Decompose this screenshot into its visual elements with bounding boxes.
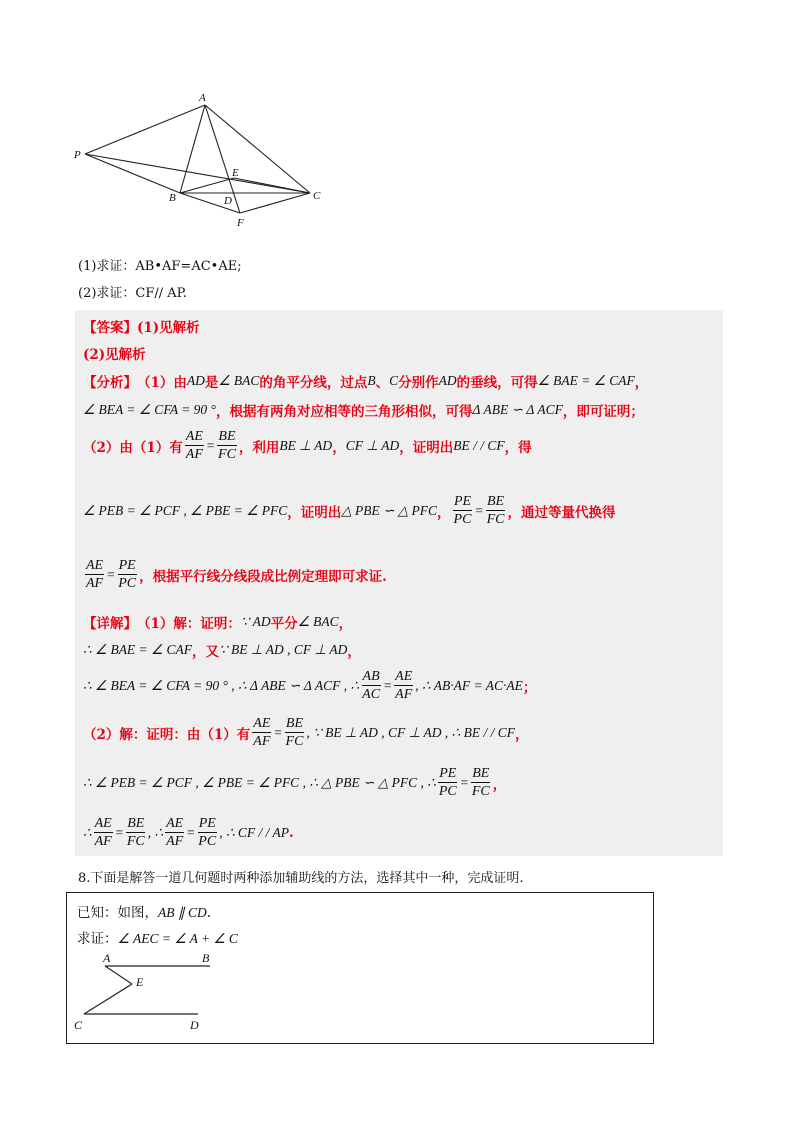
math: ∠ BEA = ∠ CFA = 90 ° bbox=[83, 402, 216, 417]
analysis-line-3 bbox=[83, 428, 532, 463]
math: = bbox=[205, 437, 216, 453]
text: 已知：如图， bbox=[77, 905, 158, 921]
label-P: P bbox=[74, 149, 81, 161]
fraction: $\frac{BE}{FC}$ bbox=[285, 716, 304, 749]
label-D: D bbox=[224, 195, 232, 207]
math: ∠ AEC = ∠ A + ∠ C bbox=[117, 931, 238, 946]
math: AB ∥ CD bbox=[158, 905, 207, 920]
fraction: $\frac{PE}{PC}$ bbox=[198, 816, 217, 849]
math: = bbox=[474, 502, 484, 518]
text: ，通过等量代换得 bbox=[507, 504, 616, 521]
text: （2）解：证明：由（1）有 bbox=[83, 726, 251, 743]
math: CF ⊥ AD bbox=[345, 437, 400, 453]
text: ，证明出 bbox=[287, 504, 342, 521]
label-A: A bbox=[103, 951, 111, 965]
label-D: D bbox=[190, 1018, 199, 1032]
math: = bbox=[459, 774, 469, 790]
text: 的角平分线，过点 bbox=[259, 375, 368, 391]
math: ∵ BE ⊥ AD , CF ⊥ AD bbox=[219, 642, 348, 657]
text: . bbox=[206, 905, 212, 921]
math: ∴ ∠ BAE = ∠ CAF bbox=[83, 642, 193, 657]
text: . bbox=[289, 824, 294, 841]
math: ∵ AD bbox=[240, 614, 271, 629]
label-A: A bbox=[199, 92, 206, 104]
analysis-line-2 bbox=[83, 400, 644, 420]
detail-line-3 bbox=[83, 668, 536, 703]
text: ， bbox=[332, 439, 346, 456]
geometry-figure-1 bbox=[70, 88, 340, 233]
text: ，根据有两角对应相等的三角形相似，可得 bbox=[215, 404, 473, 420]
text: ， bbox=[492, 776, 507, 793]
label-C: C bbox=[313, 190, 321, 202]
math: , ∵ BE ⊥ AD , CF ⊥ AD , ∴ BE / / CF bbox=[306, 724, 515, 740]
text: ，利用 bbox=[238, 439, 280, 456]
answer-2: (2)见解析 bbox=[83, 347, 146, 363]
math: BE ⊥ AD bbox=[279, 437, 333, 453]
math: ∴ ∠ BEA = ∠ CFA = 90 ° , ∴ Δ ABE ∽ Δ ACF , ∴ bbox=[83, 677, 360, 693]
math: = bbox=[106, 566, 116, 582]
text: （1）由 bbox=[137, 375, 187, 391]
detail-line-6 bbox=[83, 815, 294, 850]
fraction: $\frac{AE}{AF}$ bbox=[395, 669, 413, 702]
math: = bbox=[273, 724, 283, 740]
text: 的垂线，可得 bbox=[456, 375, 538, 391]
text: （1）解：证明： bbox=[137, 616, 241, 632]
fraction: $\frac{PE}{PC}$ bbox=[453, 494, 472, 527]
text: ，根据平行线分线段成比例定理即可求证. bbox=[139, 568, 387, 585]
analysis-label: 【分析】 bbox=[83, 375, 137, 391]
math: = bbox=[114, 824, 124, 840]
math: ∴ ∠ PEB = ∠ PCF , ∠ PBE = ∠ PFC , ∴ △ PBE ∽ △ PFC , ∴ bbox=[83, 774, 436, 790]
text: ， bbox=[437, 504, 451, 521]
detail-line-2 bbox=[83, 640, 361, 660]
math: AD bbox=[186, 373, 205, 388]
label-B: B bbox=[169, 192, 176, 204]
text: ； bbox=[522, 679, 537, 696]
label-E: E bbox=[136, 975, 144, 989]
text: ， bbox=[634, 375, 649, 391]
math: , ∴ CF / / AP bbox=[219, 824, 290, 840]
text: 平分 bbox=[270, 616, 298, 632]
geometry-figure-2 bbox=[70, 948, 220, 1036]
fraction: $\frac{AE}{AF}$ bbox=[253, 716, 271, 749]
fraction: $\frac{BE}{FC}$ bbox=[218, 429, 236, 462]
detail-label: 【详解】 bbox=[83, 616, 137, 632]
math: , ∴ AB·AF = AC·AE bbox=[415, 677, 523, 693]
answer-label: 【答案】(1)见解析 bbox=[83, 320, 200, 336]
detail-line-5 bbox=[83, 765, 506, 800]
text: ， bbox=[338, 616, 353, 632]
fraction: $\frac{PE}{PC}$ bbox=[438, 766, 457, 799]
label-E: E bbox=[232, 167, 239, 179]
math: BE / / CF bbox=[453, 437, 505, 453]
math: = bbox=[383, 677, 393, 693]
fraction: $\frac{AE}{AF}$ bbox=[86, 558, 104, 591]
given-line bbox=[77, 901, 211, 921]
text: ，证明出 bbox=[399, 439, 454, 456]
question-2: (2)求证：CF// AP. bbox=[78, 286, 187, 301]
math: ∠ PEB = ∠ PCF , ∠ PBE = ∠ PFC bbox=[83, 502, 288, 518]
fraction: $\frac{PE}{PC}$ bbox=[118, 558, 137, 591]
math: = bbox=[186, 824, 196, 840]
analysis-line-5 bbox=[83, 557, 387, 592]
math: ∴ bbox=[83, 824, 92, 840]
text: ，得 bbox=[504, 439, 532, 456]
label-C: C bbox=[74, 1018, 83, 1032]
math: Δ ABE ∽ Δ ACF bbox=[472, 402, 563, 417]
detail-line-1 bbox=[83, 612, 352, 632]
text: ，又 bbox=[192, 644, 220, 660]
math: B bbox=[367, 373, 376, 388]
text: ， bbox=[515, 726, 529, 743]
fraction: $\frac{AE}{AF}$ bbox=[94, 816, 112, 849]
prove-line bbox=[77, 927, 238, 947]
analysis-line-4 bbox=[83, 493, 615, 528]
math: C bbox=[389, 373, 399, 388]
fraction: $\frac{BE}{FC}$ bbox=[126, 816, 145, 849]
problem-8-title: 8.下面是解答一道几何题时两种添加辅助线的方法，选择其中一种，完成证明. bbox=[78, 871, 524, 886]
math: ∠ BAC bbox=[218, 373, 260, 388]
label-F: F bbox=[237, 217, 244, 229]
fraction: $\frac{AE}{AF}$ bbox=[185, 429, 203, 462]
math: ∠ BAC bbox=[297, 614, 339, 629]
text: ，即可证明； bbox=[562, 404, 644, 420]
label-B: B bbox=[202, 951, 210, 965]
question-1: (1)求证：AB•AF=AC•AE; bbox=[78, 259, 242, 274]
fraction: $\frac{AB}{AC}$ bbox=[362, 669, 381, 702]
math: △ PBE ∽ △ PFC bbox=[341, 502, 438, 518]
fraction: $\frac{AE}{AF}$ bbox=[166, 816, 184, 849]
answer-panel bbox=[75, 310, 723, 856]
text: 、 bbox=[375, 375, 390, 391]
analysis-line-1 bbox=[83, 371, 648, 391]
fraction: $\frac{BE}{FC}$ bbox=[471, 766, 490, 799]
text: 求证： bbox=[77, 931, 118, 947]
fraction: $\frac{BE}{FC}$ bbox=[486, 494, 505, 527]
text: ， bbox=[347, 644, 361, 660]
text: 是 bbox=[204, 375, 219, 391]
math: , ∴ bbox=[147, 824, 164, 840]
math: ∠ BAE = ∠ CAF bbox=[537, 373, 635, 388]
math: AD bbox=[438, 373, 457, 388]
detail-line-4 bbox=[83, 715, 529, 750]
text: 分别作 bbox=[398, 375, 439, 391]
text: （2）由（1）有 bbox=[83, 439, 183, 456]
